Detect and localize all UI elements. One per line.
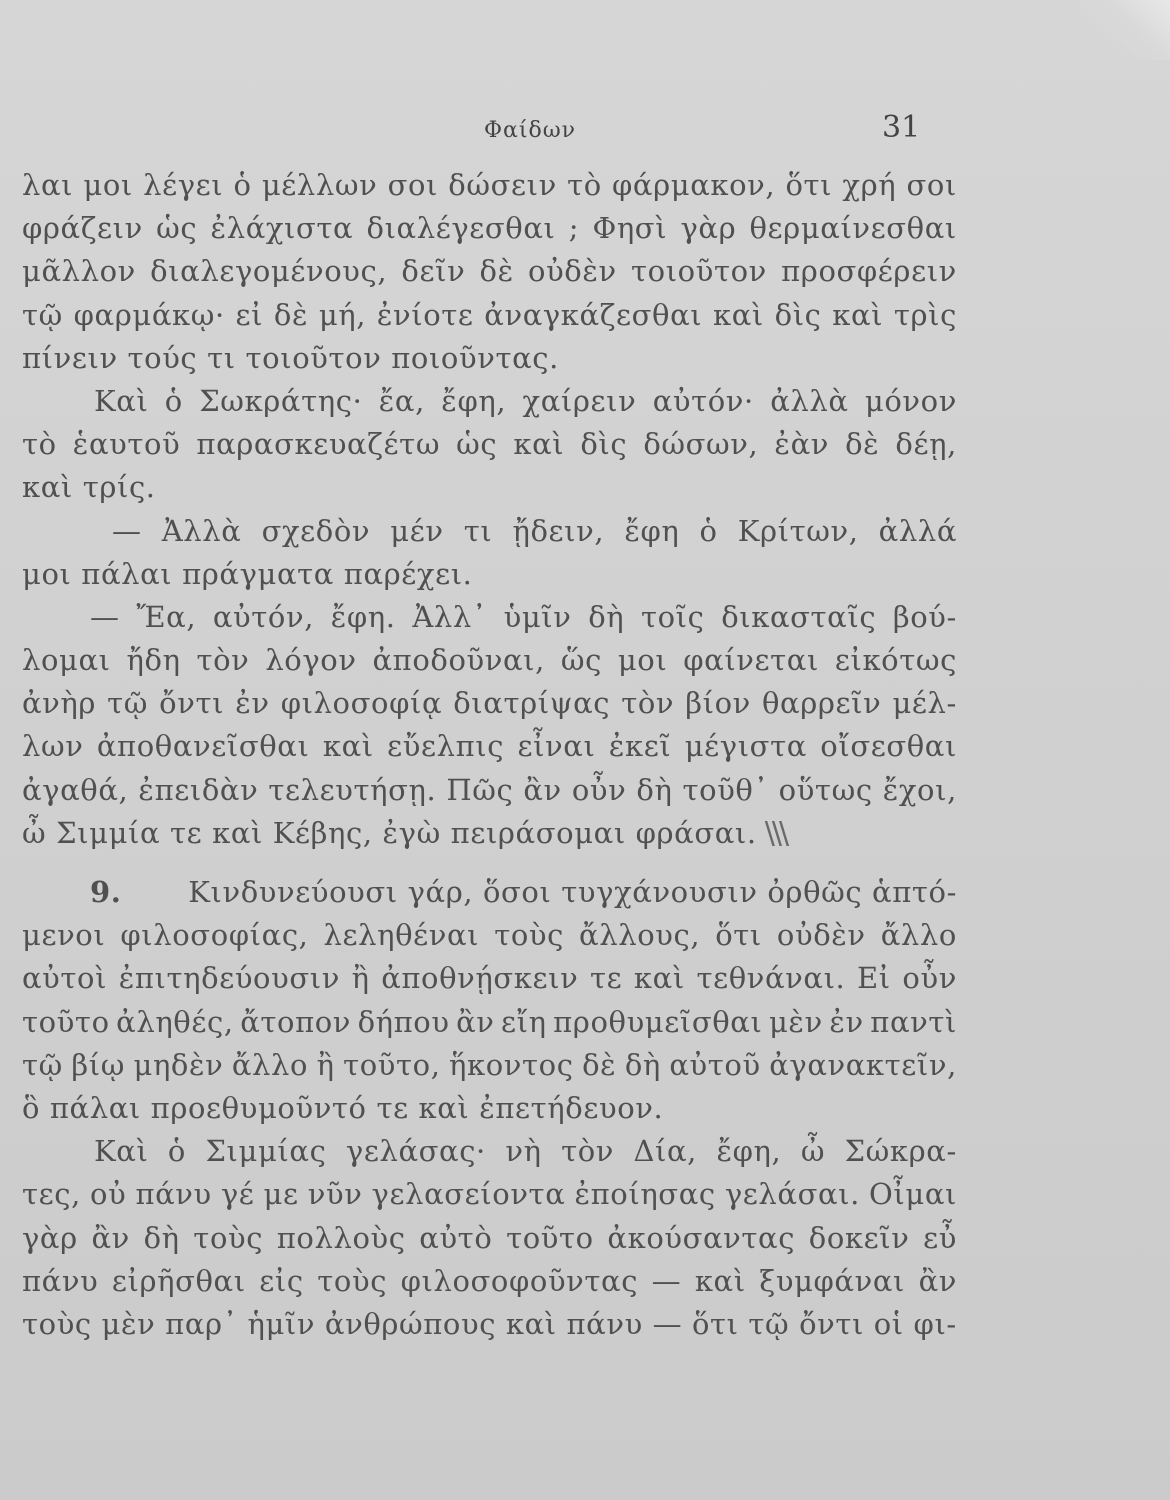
running-head xyxy=(0,110,1170,150)
text-line: γὰρ ἂν δὴ τοὺς πολλοὺς αὐτὸ τοῦτο ἀκούσαντας δοκεῖν εὖ xyxy=(22,1220,957,1255)
page-number: 31 xyxy=(882,110,921,145)
text-line: ὃ πάλαι προεθυμοῦντό τε καὶ ἐπετήδευον. xyxy=(22,1090,664,1125)
text-line: λαι μοι λέγει ὁ μέλλων σοι δώσειν τὸ φάρμακον, ὅτι χρή σοι xyxy=(22,168,957,202)
text-line-with-mark xyxy=(22,812,957,855)
text-line: Κινδυνεύουσι γάρ, ὅσοι τυγχάνουσιν ὀρθῶς ἁπτό- xyxy=(188,875,957,909)
text-line-section-start xyxy=(22,871,957,914)
text-line: τες, οὐ πάνυ γέ με νῦν γελασείοντα ἐποίησας γελάσαι. Οἶμαι xyxy=(22,1177,957,1212)
text-line: ἀγαθά, ἐπειδὰν τελευτήσῃ. Πῶς ἂν οὖν δὴ τοῦθ᾽ οὕτως ἔχοι, xyxy=(22,772,957,807)
text-block-upper xyxy=(22,164,957,855)
text-line: — Ἔα, αὐτόν, ἔφη. Ἀλλ᾽ ὑμῖν δὴ τοῖς δικασταῖς βού- xyxy=(90,599,957,634)
text-line: μᾶλλον διαλεγομένους, δεῖν δὲ οὐδὲν τοιοῦτον προσφέρειν xyxy=(22,254,957,289)
text-line: μενοι φιλοσοφίας, λεληθέναι τοὺς ἄλλους, ὅτι οὐδὲν ἄλλο xyxy=(22,918,957,953)
text-line: Καὶ ὁ Σιμμίας γελάσας· νὴ τὸν Δία, ἔφη, ὦ Σώκρα- xyxy=(94,1134,957,1169)
text-line: πίνειν τούς τι τοιοῦτον ποιοῦντας. xyxy=(22,340,559,375)
text-line: τῷ βίῳ μηδὲν ἄλλο ἢ τοῦτο, ἥκοντος δὲ δὴ αὐτοῦ ἀγανακτεῖν, xyxy=(22,1047,957,1082)
text-line: φράζειν ὡς ἐλάχιστα διαλέγεσθαι ; Φησὶ γὰρ θερμαίνεσθαι xyxy=(22,211,957,246)
text-line: λων ἀποθανεῖσθαι καὶ εὔελπις εἶναι ἐκεῖ μέγιστα οἴσεσθαι xyxy=(22,729,957,764)
text-line: καὶ τρίς. xyxy=(22,470,156,505)
text-block-lower xyxy=(22,871,957,1346)
text-line: τοῦτο ἀληθές, ἄτοπον δήπου ἂν εἴη προθυμεῖσθαι μὲν ἐν παντὶ xyxy=(22,1004,957,1039)
text-line: — Ἀλλὰ σχεδὸν μέν τι ᾔδειν, ἔφη ὁ Κρίτων, ἀλλά xyxy=(112,513,957,548)
text-line: πάνυ εἰρῆσθαι εἰς τοὺς φιλοσοφοῦντας — καὶ ξυμφάναι ἂν xyxy=(22,1263,957,1298)
text-line: Καὶ ὁ Σωκράτης· ἔα, ἔφη, χαίρειν αὐτόν· ἀλλὰ μόνον xyxy=(94,383,957,418)
text-line: ἀνὴρ τῷ ὄντι ἐν φιλοσοφίᾳ διατρίψας τὸν βίον θαρρεῖν μέλ- xyxy=(22,686,957,721)
section-number: 9. xyxy=(90,875,122,909)
text-line: λομαι ἤδη τὸν λόγον ἀποδοῦναι, ὥς μοι φαίνεται εἰκότως xyxy=(22,643,957,678)
text-line: τοὺς μὲν παρ᾽ ἡμῖν ἀνθρώπους καὶ πάνυ — ὅτι τῷ ὄντι οἱ φι- xyxy=(22,1306,957,1341)
handwritten-margin-mark: \\\ xyxy=(764,815,787,851)
text-line: μοι πάλαι πράγματα παρέχει. xyxy=(22,556,473,591)
text-line: αὐτοὶ ἐπιτηδεύουσιν ἢ ἀποθνῄσκειν τε καὶ τεθνάναι. Εἰ οὖν xyxy=(22,961,957,996)
text-line: τῷ φαρμάκῳ· εἰ δὲ μή, ἐνίοτε ἀναγκάζεσθαι καὶ δὶς καὶ τρὶς xyxy=(22,297,957,332)
text-line: τὸ ἑαυτοῦ παρασκευαζέτω ὡς καὶ δὶς δώσων, ἐὰν δὲ δέῃ, xyxy=(22,427,957,462)
text-line: ὦ Σιμμία τε καὶ Κέβης, ἐγὼ πειράσομαι φράσαι. xyxy=(22,815,757,850)
running-title: Φαίδων xyxy=(483,118,577,143)
page-corner xyxy=(1080,0,1170,60)
